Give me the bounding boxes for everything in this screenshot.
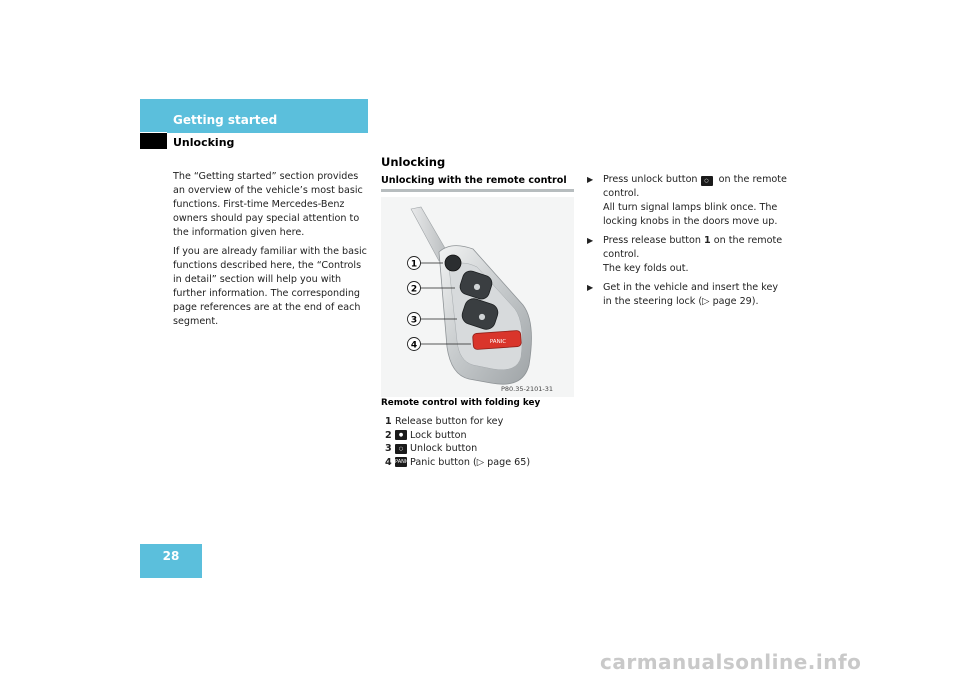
sub-heading: Unlocking with the remote control xyxy=(381,175,567,186)
legend-text: Lock button xyxy=(410,429,467,441)
chapter-title: Getting started xyxy=(173,113,278,127)
unlock-icon: ○ xyxy=(701,176,713,186)
release-button xyxy=(445,255,461,271)
legend-text: Panic button (▷ page 65) xyxy=(410,456,531,468)
step-text: Get in the vehicle and insert the key in the steering lock (▷ page 29). xyxy=(603,282,779,307)
svg-text:●: ● xyxy=(473,282,481,291)
figure-caption: Remote control with folding key xyxy=(381,398,541,408)
watermark: carmanualsonline.info xyxy=(600,650,862,674)
legend-list xyxy=(385,415,530,469)
step-arrow-icon: ▶ xyxy=(587,283,594,292)
unlock-icon: ○ xyxy=(395,444,407,454)
svg-text:2: 2 xyxy=(410,284,418,295)
main-heading: Unlocking xyxy=(381,155,446,169)
header-rule xyxy=(167,132,368,133)
panic-button-label: PANIC xyxy=(489,339,507,345)
step-ref-number: 1 xyxy=(704,235,711,246)
step-1 xyxy=(587,173,787,201)
intro-paragraph-1: The “Getting started” section provides an overview of the vehicle’s most basic functions. First-time Mercedes-Benz owners should pay special attention to the information given here. xyxy=(173,171,363,238)
legend-text: Unlock button xyxy=(410,443,478,454)
step-note: The key folds out. xyxy=(603,263,689,274)
svg-text:1: 1 xyxy=(410,259,418,270)
legend-item-3 xyxy=(385,442,530,456)
intro-paragraph-2: If you are already familiar with the basic functions described here, the “Controls in detail” section will help you with further information. The corresponding page references are at the end of each segment. xyxy=(173,246,367,327)
legend-item-4 xyxy=(385,456,530,470)
step-arrow-icon: ▶ xyxy=(587,236,594,245)
lock-icon: ● xyxy=(395,430,407,440)
step-2 xyxy=(587,234,787,262)
legend-text: Release button for key xyxy=(395,416,504,427)
svg-text:3: 3 xyxy=(410,315,418,326)
sub-heading-rule xyxy=(381,189,574,192)
callout-1 xyxy=(408,257,421,270)
step-3 xyxy=(587,281,787,309)
section-tab-marker xyxy=(140,133,167,149)
figure-code: P80.35-2101-31 xyxy=(500,385,554,393)
legend-number: 1 xyxy=(385,416,392,427)
callout-2 xyxy=(408,282,421,295)
legend-number: 2 xyxy=(385,429,392,441)
section-label: Unlocking xyxy=(173,136,235,149)
step-text: on the remote control. xyxy=(603,235,783,260)
legend-item-2 xyxy=(385,429,530,443)
callout-3 xyxy=(408,313,421,326)
svg-text:4: 4 xyxy=(410,340,418,351)
step-text: Press unlock button xyxy=(603,174,698,185)
panic-icon: PANIC xyxy=(395,459,410,466)
remote-control-figure xyxy=(381,197,574,397)
instruction-steps xyxy=(587,173,787,309)
svg-text:●: ● xyxy=(478,312,486,321)
legend-number: 4 xyxy=(385,456,392,468)
step-note: All turn signal lamps blink once. The locking knobs in the doors move up. xyxy=(603,202,778,227)
legend-number: 3 xyxy=(385,443,392,454)
step-arrow-icon: ▶ xyxy=(587,175,594,184)
legend-item-1 xyxy=(385,415,530,429)
step-text: on the remote control. xyxy=(603,174,787,199)
intro-text xyxy=(173,170,368,334)
page-number: 28 xyxy=(162,549,180,563)
step-text: Press release button xyxy=(603,235,701,246)
callout-4 xyxy=(408,338,421,351)
